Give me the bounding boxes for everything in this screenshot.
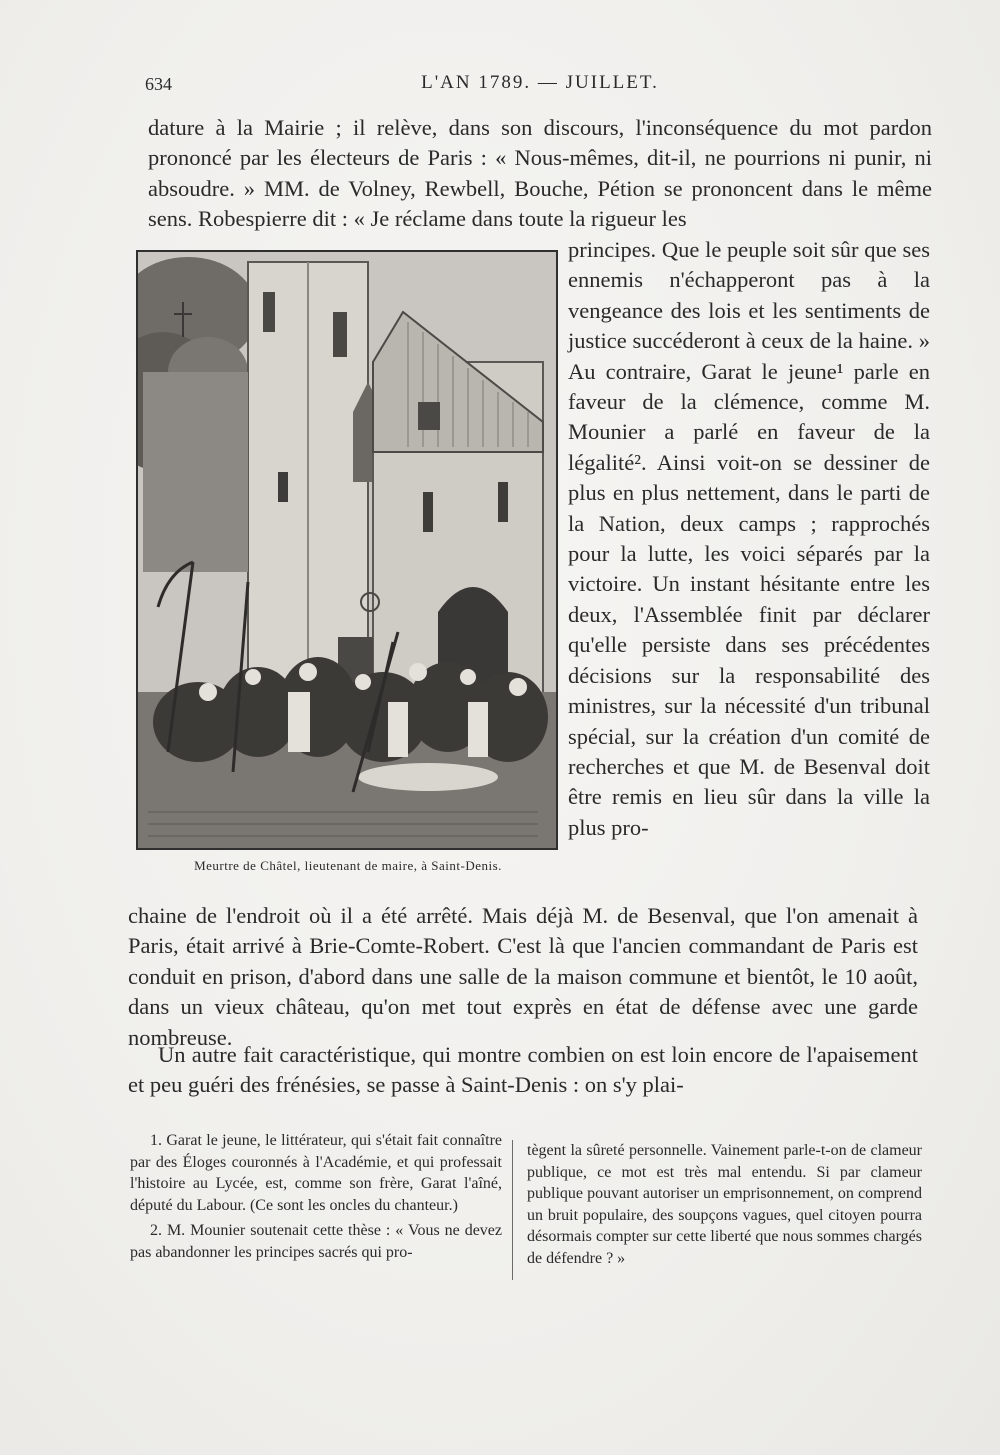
- paragraph-bottom-second: Un autre fait caractéristique, qui montre combien on est loin encore de l'apaisement et peu guéri des frénésies, se passe à Saint-Denis : on s'y plai-: [128, 1042, 918, 1098]
- footnote-column-divider: [512, 1140, 513, 1280]
- paragraph-bottom: chaine de l'endroit où il a été arrêté. Mais déjà M. de Besenval, que l'on amenait à Paris, était arrivé à Brie-Comte-Robert. C'est là que l'ancien commandant de Paris est conduit en prison, d'abord dans une salle de la maison commune et bientôt, le 10 août, dans un vieux château, qu'on met tout exprès en état de défense avec une garde nombreuse.: [128, 903, 918, 1050]
- running-title: L'AN 1789. — JUILLET.: [421, 72, 659, 93]
- footnote-1: 1. Garat le jeune, le littérateur, qui s'était fait connaître par des Éloges couronnés à l'Académie, et qui professait l'histoire au Lycée, est, comme son frère, Garat l'aîné, député du Labour. (Ce sont les oncles du chanteur.): [130, 1132, 502, 1214]
- paragraph-beside-figure: principes. Que le peuple soit sûr que ses ennemis n'échapperont pas à la vengeance des lois et les sentiments de justice succéderont à ceux de la haine. » Au contraire, Garat le jeune¹ parle en faveur de la clémence, comme M. Mounier a parlé en faveur de la légalité². Ainsi voit-on se dessiner de plus en plus nettement, dans le parti de la Nation, deux camps ; rapprochés pour la lutte, les voici séparés par la victoire. Un instant hésitante entre les deux, l'Assemblée finit par déclarer qu'elle persiste dans ses précédentes décisions sur la responsabilité des ministres, sur la nécessité d'un tribunal spécial, sur la création d'un comité de recherches et que M. de Besenval doit être remis en lieu sûr dans la ville la plus pro-: [568, 237, 930, 840]
- engraving-illustration: [138, 252, 556, 848]
- figure-caption: Meurtre de Châtel, lieutenant de maire, à Saint-Denis.: [194, 858, 502, 873]
- page-number: 634: [145, 74, 172, 94]
- engraving-figure: [136, 250, 558, 850]
- footnotes-right-column: [527, 1140, 922, 1274]
- footnote-2-continued: tègent la sûreté personnelle. Vainement parle-t-on de clameur publique, ce mot est très mal entendu. Si par clameur publique pouvant autoriser un emprisonnement, on comprend un bruit populaire, des soupçons vagues, quel citoyen pourra désormais compter sur cette liberté que nous sommes chargés de défendre ? »: [527, 1142, 922, 1267]
- footnote-2: 2. M. Mounier soutenait cette thèse : « Vous ne devez pas abandonner les principes sacrés qui pro-: [130, 1222, 502, 1261]
- footnotes-left-column: [130, 1130, 502, 1268]
- page-header: [145, 70, 935, 100]
- paragraph-top: dature à la Mairie ; il relève, dans son discours, l'inconséquence du mot pardon prononcé par les électeurs de Paris : « Nous-mêmes, dit-il, ne pourrions ni punir, ni absoudre. » MM. de Volney, Rewbell, Bouche, Pétion se prononcent dans le même sens. Robespierre dit : « Je réclame dans toute la rigueur les: [148, 115, 932, 232]
